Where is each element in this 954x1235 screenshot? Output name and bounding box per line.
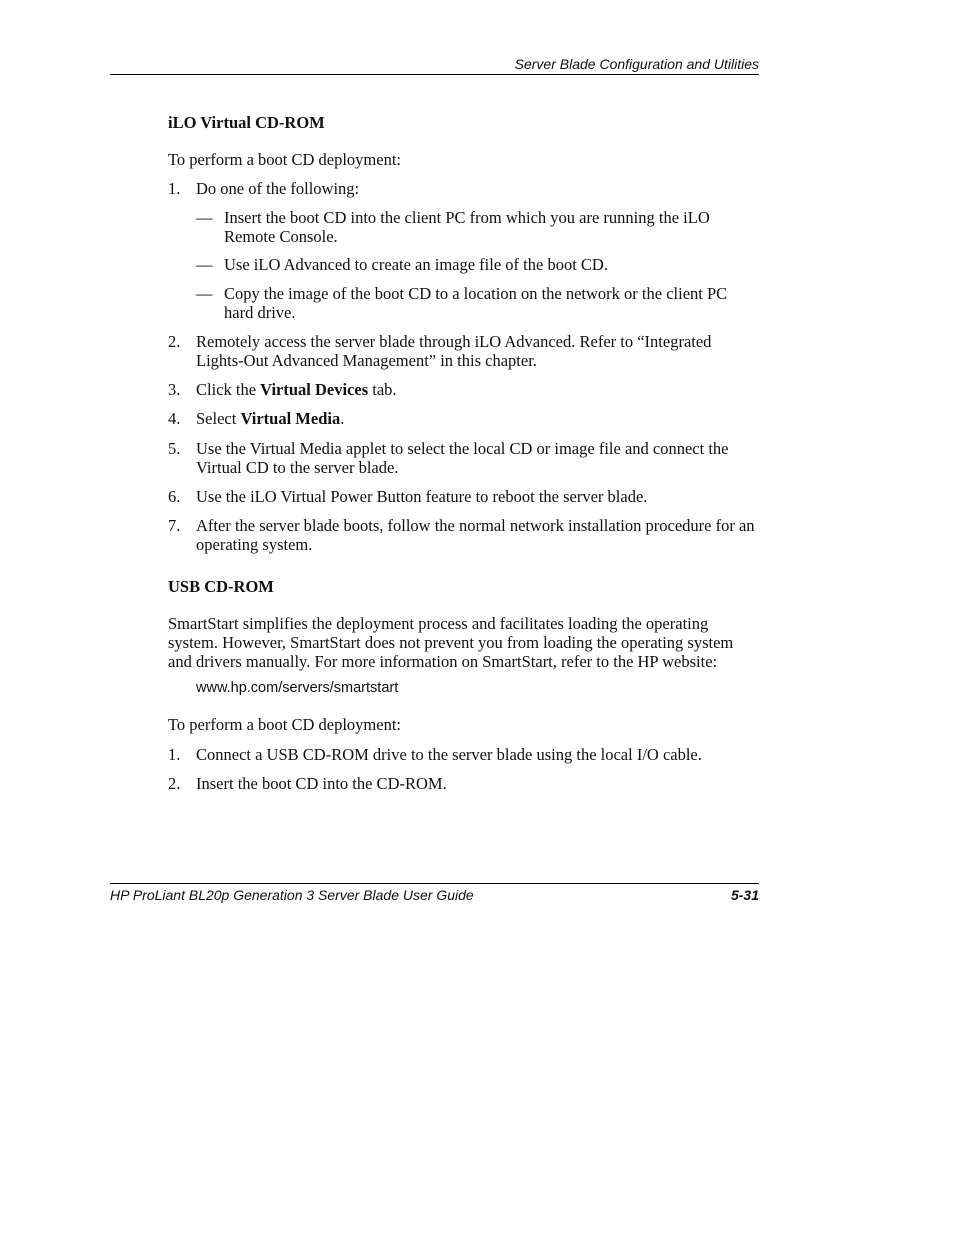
list-number: 6. [168,487,181,506]
url-line [168,679,760,698]
section-heading-usb-cdrom: USB CD-ROM [168,577,274,596]
section2-paragraph: SmartStart simplifies the deployment process and facilitates loading the operating system. However, SmartStart does not prevent you from loading the operating system and drivers manually. For more information on SmartStart, refer to the HP website: [168,614,734,671]
list-text: Remotely access the server blade through iLO Advanced. Refer to “Integrated Lights-Out Advanced Management” in this chapter. [196,332,712,370]
section-heading-ilo-virtual-cdrom: iLO Virtual CD-ROM [168,113,325,132]
section2-intro: To perform a boot CD deployment: [168,715,402,734]
list-number: 7. [168,516,181,535]
list-number: 3. [168,380,181,399]
list-text [196,409,760,428]
sub-list-text: Use iLO Advanced to create an image file of the boot CD. [224,255,608,274]
list-text: After the server blade boots, follow the normal network installation procedure for an operating system. [196,516,755,554]
list-text: Connect a USB CD-ROM drive to the server blade using the local I/O cable. [196,745,702,764]
list-text: Insert the boot CD into the CD-ROM. [196,774,447,793]
page-header [110,55,759,75]
list-number: 1. [168,745,181,764]
text-run: . [340,409,345,428]
text-run: Click the [196,380,261,399]
list-number: 4. [168,409,181,428]
list-number: 2. [168,774,181,793]
list-text: Do one of the following: [196,179,360,198]
page-footer [110,883,759,906]
dash-bullet: — [196,255,213,274]
ui-term-virtual-media: Virtual Media [240,409,341,428]
list-number: 1. [168,179,181,198]
website-url: www.hp.com/servers/smartstart [196,680,399,696]
sub-list-text: Insert the boot CD into the client PC from which you are running the iLO Remote Console. [224,208,710,246]
list-text [196,380,760,399]
dash-bullet: — [196,284,213,303]
list-number: 2. [168,332,181,351]
list-text: Use the Virtual Media applet to select the local CD or image file and connect the Virtual CD to the server blade. [196,439,729,477]
text-run: tab. [368,380,397,399]
section1-intro: To perform a boot CD deployment: [168,150,402,169]
list-text: Use the iLO Virtual Power Button feature to reboot the server blade. [196,487,648,506]
text-run: Select [196,409,241,428]
list-number: 5. [168,439,181,458]
page-number: 5-31 [730,887,759,903]
sub-list-text: Copy the image of the boot CD to a location on the network or the client PC hard drive. [224,284,728,322]
footer-guide-title: HP ProLiant BL20p Generation 3 Server Blade User Guide [110,887,474,903]
dash-bullet: — [196,208,213,227]
ui-term-virtual-devices: Virtual Devices [260,380,369,399]
header-title: Server Blade Configuration and Utilities [514,56,759,72]
